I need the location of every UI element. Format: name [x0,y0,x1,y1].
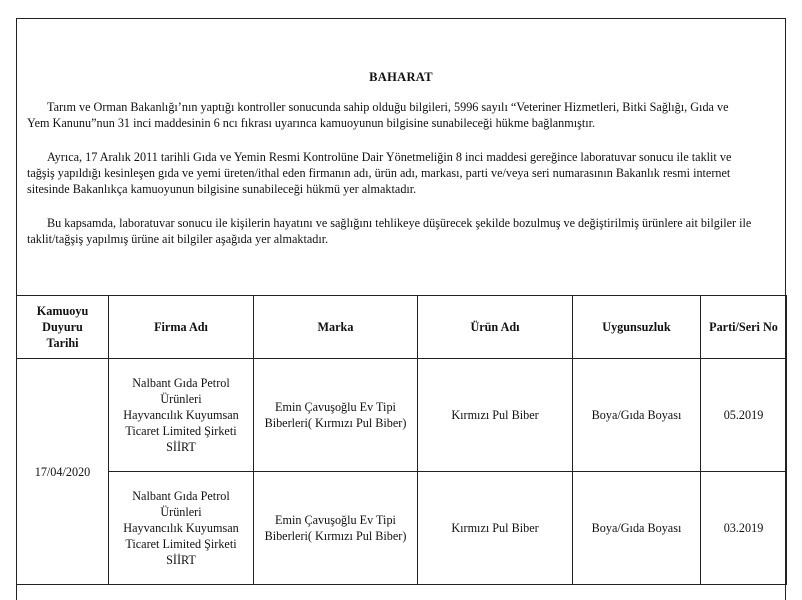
paragraph-3-line: taklit/tağşiş yapılmış ürüne ait bilgiler aşağıda yer almaktadır. [27,232,329,246]
cell-marka [254,472,418,585]
cell-urun: Kırmızı Pul Biber [418,472,573,585]
cell-marka-line: Emin Çavuşoğlu Ev Tipi [275,400,396,414]
paragraph-2-line: Ayrıca, 17 Aralık 2011 tarihli Gıda ve Yemin Resmi Kontrolüne Dair Yönetmeliğin 8 inci maddesi gereğince laboratuvar sonucu ile taklit ve [47,150,732,164]
announcement-table [16,295,787,585]
paragraph-1-line: Yem Kanunu”nun 31 inci maddesinin 6 ncı fıkrası uyarınca kamuoyunun bilgisine sunabileceği hükme bağlanmıştır. [27,116,596,130]
intro-section [17,19,785,296]
header-parti: Parti/Seri No [701,296,787,359]
cell-firm-line: Hayvancılık Kuyumsan [123,408,239,422]
header-date-line: Kamuoyu [36,304,89,318]
cell-firm [109,359,254,472]
cell-firm-line: SİİRT [166,440,196,454]
cell-date: 17/04/2020 [17,359,109,585]
document-frame [16,18,786,600]
paragraph-3 [27,215,777,247]
table-row [17,359,787,472]
cell-marka-line: Biberleri( Kırmızı Pul Biber) [264,416,407,430]
paragraph-2-line: tağşiş yapıldığı kesinleşen gıda ve yemi üreten/ithal eden firmanın adı, ürün adı, markası, parti ve/veya seri numarasının Bakanlık resmi internet [27,166,731,180]
cell-uygunsuzluk: Boya/Gıda Boyası [573,359,701,472]
cell-urun: Kırmızı Pul Biber [418,359,573,472]
header-date-line: Duyuru [42,320,83,334]
paragraph-1-line: Tarım ve Orman Bakanlığı’nın yaptığı kontroller sonucunda sahip olduğu bilgileri, 5996 sayılı “Veteriner Hizmetleri, Bitki Sağlığı, Gıda ve [47,100,729,114]
table-header-row [17,296,787,359]
header-date [17,296,109,359]
cell-firm-line: SİİRT [166,553,196,567]
cell-firm-line: Ticaret Limited Şirketi [125,424,237,438]
cell-firm-line: Nalbant Gıda Petrol Ürünleri [132,489,230,519]
paragraph-3-line: Bu kapsamda, laboratuvar sonucu ile kişilerin hayatını ve sağlığını tehlikeye düşürecek şekilde bozulmuş ve değiştirilmiş ürünlere ait bilgiler ile [47,216,752,230]
cell-parti: 03.2019 [701,472,787,585]
paragraph-1 [27,99,777,131]
cell-uygunsuzluk: Boya/Gıda Boyası [573,472,701,585]
paragraph-2-line: sitesinde Bakanlıkça kamuoyunun bilgisine sunabileceği hükmü yer almaktadır. [27,182,417,196]
header-uygunsuzluk: Uygunsuzluk [573,296,701,359]
header-urun: Ürün Adı [418,296,573,359]
cell-marka-line: Biberleri( Kırmızı Pul Biber) [264,529,407,543]
document-title: BAHARAT [369,70,433,84]
header-marka: Marka [254,296,418,359]
cell-firm [109,472,254,585]
paragraph-2 [27,149,777,197]
cell-parti: 05.2019 [701,359,787,472]
cell-marka-line: Emin Çavuşoğlu Ev Tipi [275,513,396,527]
cell-firm-line: Hayvancılık Kuyumsan [123,521,239,535]
table-row [17,472,787,585]
header-firm: Firma Adı [109,296,254,359]
cell-firm-line: Ticaret Limited Şirketi [125,537,237,551]
cell-firm-line: Nalbant Gıda Petrol Ürünleri [132,376,230,406]
header-date-line: Tarihi [46,336,79,350]
cell-marka [254,359,418,472]
